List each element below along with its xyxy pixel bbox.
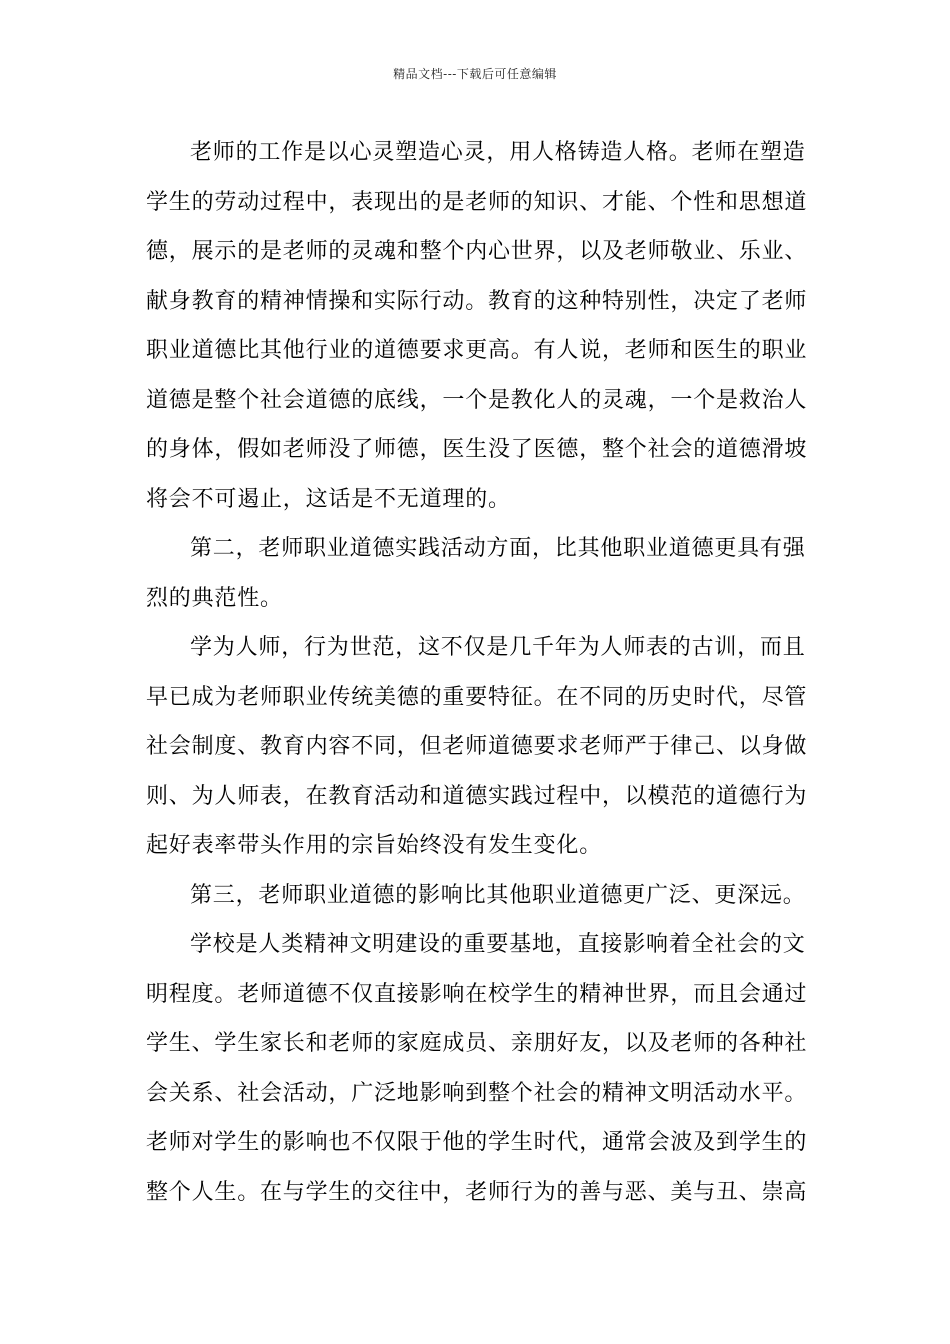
paragraph xyxy=(146,128,808,524)
text-line: 整个人生。在与学生的交往中，老师行为的善与恶、美与丑、崇高 xyxy=(146,1179,808,1205)
text-line: 第三，老师职业道德的影响比其他职业道德更广泛、更深远。 xyxy=(190,882,806,908)
text-line: 学生、学生家长和老师的家庭成员、亲朋好友，以及老师的各种社 xyxy=(146,1031,808,1056)
text-line: 则、为人师表，在教育活动和道德实践过程中，以模范的道德行为 xyxy=(146,783,808,809)
paragraph xyxy=(146,623,808,871)
text-line: 老师对学生的影响也不仅限于他的学生时代，通常会波及到学生的 xyxy=(146,1130,808,1155)
text-line: 学校是人类精神文明建设的重要基地，直接影响着全社会的文 xyxy=(190,932,806,957)
paragraph xyxy=(146,920,808,1217)
text-line: 将会不可遏止，这话是不无道理的。 xyxy=(146,486,511,512)
text-line: 的身体，假如老师没了师德，医生没了医德，整个社会的道德滑坡 xyxy=(146,437,808,462)
text-line: 社会制度、教育内容不同，但老师道德要求老师严于律己、以身做 xyxy=(146,734,808,759)
text-line: 起好表率带头作用的宗旨始终没有发生变化。 xyxy=(146,833,603,858)
paragraph xyxy=(146,524,808,623)
text-line: 献身教育的精神情操和实际行动。教育的这种特别性，决定了老师 xyxy=(146,288,808,314)
text-line: 德，展示的是老师的灵魂和整个内心世界，以及老师敬业、乐业、 xyxy=(146,239,808,264)
text-line: 明程度。老师道德不仅直接影响在校学生的精神世界，而且会通过 xyxy=(146,981,808,1007)
text-line: 第二，老师职业道德实践活动方面，比其他职业道德更具有强 xyxy=(190,536,806,561)
page-header: 精品文档---下载后可任意编辑 xyxy=(393,67,557,81)
text-line: 早已成为老师职业传统美德的重要特征。在不同的历史时代，尽管 xyxy=(146,684,808,710)
text-line: 学生的劳动过程中，表现出的是老师的知识、才能、个性和思想道 xyxy=(146,189,808,215)
text-line: 会关系、社会活动，广泛地影响到整个社会的精神文明活动水平。 xyxy=(146,1080,808,1106)
text-line: 烈的典范性。 xyxy=(146,585,283,611)
text-line: 学为人师，行为世范，这不仅是几千年为人师表的古训，而且 xyxy=(190,635,806,660)
document-body xyxy=(146,128,808,1217)
paragraph xyxy=(146,871,808,921)
text-line: 职业道德比其他行业的道德要求更高。有人说，老师和医生的职业 xyxy=(146,338,808,363)
text-line: 道德是整个社会道德的底线，一个是教化人的灵魂，一个是救治人 xyxy=(146,387,808,413)
text-line: 老师的工作是以心灵塑造心灵，用人格铸造人格。老师在塑造 xyxy=(190,140,806,165)
